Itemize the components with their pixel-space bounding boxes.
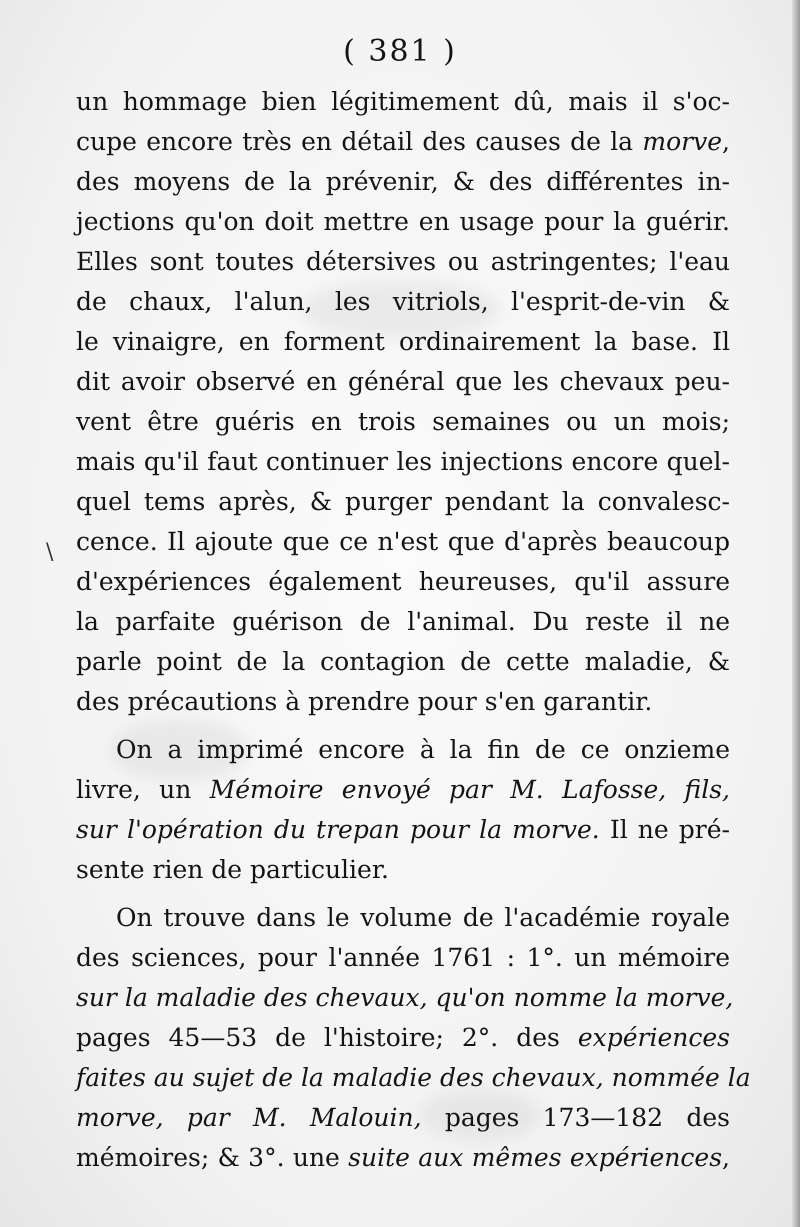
text-line: On a imprimé encore à la fin de ce onzieme [116, 735, 730, 764]
text-line: des précautions à prendre pour s'en garantir. [76, 687, 653, 716]
text-line: Elles sont toutes détersives ou astringentes; l'eau [76, 247, 730, 276]
text-line: quel tems après, & purger pendant la convalesc- [76, 487, 730, 516]
text-line: dit avoir observé en général que les chevaux peu- [76, 367, 730, 396]
text-line: mémoires; & 3°. une suite aux mêmes expériences, [76, 1143, 730, 1172]
text-line: vent être guéris en trois semaines ou un mois; [76, 407, 730, 436]
text-line: de chaux, l'alun, les vitriols, l'esprit-de-vin & [76, 287, 730, 316]
text-line: le vinaigre, en forment ordinairement la base. Il [76, 327, 730, 356]
page-edge-shadow [792, 0, 800, 1227]
text-line: sente rien de particulier. [76, 855, 389, 884]
text-line: jections qu'on doit mettre en usage pour la guérir. [76, 207, 730, 236]
text-line: livre, un Mémoire envoyé par M. Lafosse, fils, [76, 775, 730, 804]
text-line: parle point de la contagion de cette maladie, & [76, 647, 730, 676]
text-line: faites au sujet de la maladie des chevaux, nommée la [76, 1063, 751, 1092]
margin-mark: \ [46, 540, 54, 565]
text-line: des sciences, pour l'année 1761 : 1°. un mémoire [76, 943, 730, 972]
text-line: morve, par M. Malouin, pages 173—182 des [76, 1103, 730, 1132]
page-number: ( 381 ) [343, 34, 457, 69]
text-line: d'expériences également heureuses, qu'il assure [76, 567, 730, 596]
text-line: On trouve dans le volume de l'académie royale [116, 903, 730, 932]
text-line: la parfaite guérison de l'animal. Du reste il ne [76, 607, 730, 636]
text-line: mais qu'il faut continuer les injections encore quel- [76, 447, 730, 476]
text-line: sur l'opération du trepan pour la morve. Il ne pré- [76, 815, 730, 844]
text-line: cence. Il ajoute que ce n'est que d'après beaucoup [76, 527, 730, 556]
text-line: cupe encore très en détail des causes de la morve, [76, 127, 730, 156]
text-line: des moyens de la prévenir, & des différentes in- [76, 167, 730, 196]
text-line: pages 45—53 de l'histoire; 2°. des expériences [76, 1023, 730, 1052]
text-line: un hommage bien légitimement dû, mais il s'oc- [76, 87, 730, 116]
text-line: sur la maladie des chevaux, qu'on nomme la morve, [76, 983, 734, 1012]
